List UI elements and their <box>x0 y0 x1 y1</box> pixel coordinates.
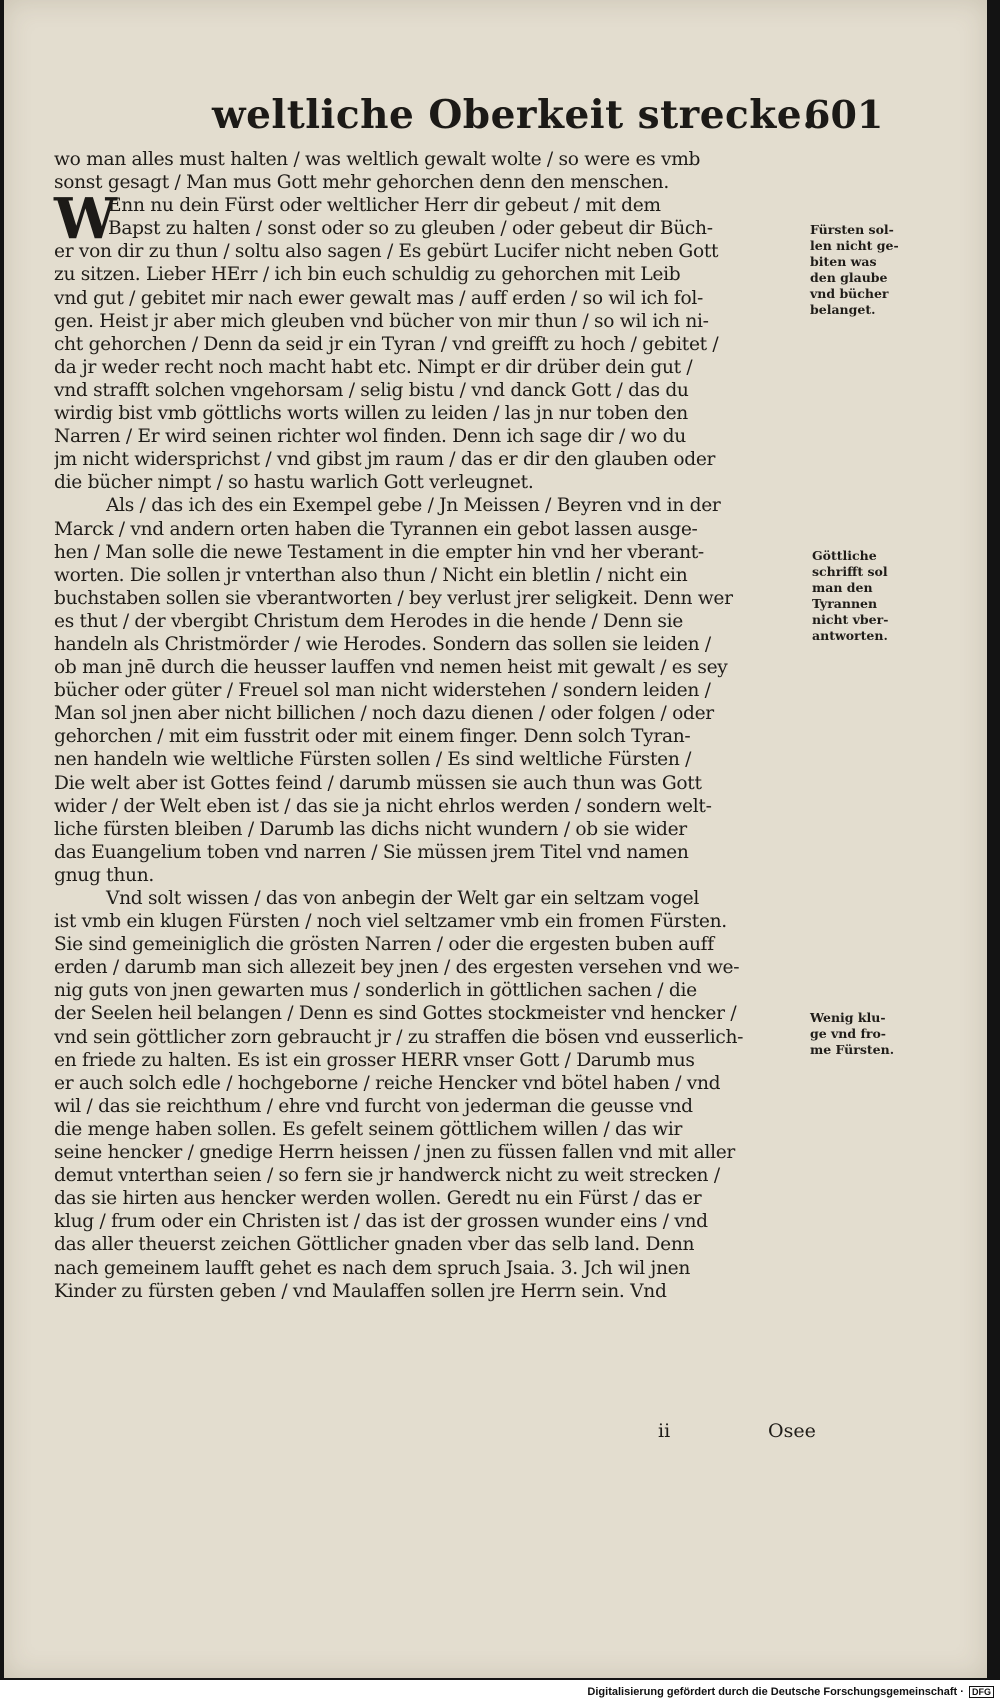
text-line: gen. Heist jr aber mich gleuben vnd bücher von mir thun / so wil ich ni- <box>54 310 709 332</box>
page-number: 601 <box>804 92 884 137</box>
text-line: die bücher nimpt / so hastu warlich Gott verleugnet. <box>54 472 534 494</box>
paragraph-1 <box>54 148 814 194</box>
note-line: antworten. <box>812 628 888 643</box>
text-line: nach gemeinem laufft gehet es nach dem spruch Jsaia. 3. Jch wil jnen <box>54 1257 691 1279</box>
text-line: das sie hirten aus hencker werden wollen. Geredt nu ein Fürst / das er <box>54 1188 702 1210</box>
text-line: vnd sein göttlicher zorn gebraucht jr / zu straffen die bösen vnd eusserlich- <box>54 1026 744 1048</box>
catchword: Osee <box>768 1420 816 1442</box>
drop-initial: W <box>54 186 117 253</box>
text-line: Als / das ich des ein Exempel gebe / Jn Meissen / Beyren vnd in der <box>106 495 721 517</box>
signature-mark: ii <box>658 1420 671 1442</box>
note-line: Wenig klu- <box>810 1010 886 1025</box>
text-line: gnug thun. <box>54 864 154 886</box>
text-line: Kinder zu fürsten geben / vnd Maulaffen sollen jre Herrn sein. Vnd <box>54 1280 667 1302</box>
text-line: die menge haben sollen. Es gefelt seinem göttlichem willen / das wir <box>54 1118 683 1140</box>
text-line: Narren / Er wird seinen richter wol finden. Denn ich sage dir / wo du <box>54 426 686 448</box>
running-title: weltliche Oberkeit strecke. <box>212 92 817 138</box>
note-line: vnd bücher <box>810 286 889 301</box>
text-line: hen / Man solle die newe Testament in die empter hin vnd her vberant- <box>54 541 704 563</box>
note-line: Fürsten sol- <box>810 222 894 237</box>
text-line: Enn nu dein Fürst oder weltlicher Herr dir gebeut / mit dem <box>108 195 661 217</box>
text-line: wirdig bist vmb göttlichs worts willen zu leiden / las jn nur toben den <box>54 403 688 425</box>
text-line: ist vmb ein klugen Fürsten / noch viel seltzamer vmb ein fromen Fürsten. <box>54 911 727 933</box>
text-line: seine hencker / gnedige Herrn heissen / jnen zu füssen fallen vnd mit aller <box>54 1142 736 1164</box>
note-line: Göttliche <box>812 548 877 563</box>
text-line: buchstaben sollen sie vberantworten / bey verlust jrer seligkeit. Denn wer <box>54 587 733 609</box>
text-line: Man sol jnen aber nicht billichen / noch dazu dienen / oder folgen / oder <box>54 703 714 725</box>
text-line: zu sitzen. Lieber HErr / ich bin euch schuldig zu gehorchen mit Leib <box>54 264 681 286</box>
text-line: nig guts von jnen gewarten mus / sonderlich in göttlichen sachen / die <box>54 980 697 1002</box>
text-line: da jr weder recht noch macht habt etc. Nimpt er dir drüber dein gut / <box>54 356 693 378</box>
note-line: len nicht ge- <box>810 238 899 253</box>
text-line: erden / darumb man sich allezeit bey jnen / des ergesten versehen vnd we- <box>54 957 740 979</box>
note-line: man den <box>812 580 873 595</box>
text-line: sonst gesagt / Man mus Gott mehr gehorchen denn den menschen. <box>54 172 669 194</box>
paragraph-2 <box>54 186 814 494</box>
text-line: cht gehorchen / Denn da seid jr ein Tyran / vnd greifft zu hoch / gebitet / <box>54 333 719 355</box>
paragraph-4 <box>54 887 814 1303</box>
text-line: vnd strafft solchen vngehorsam / selig bistu / vnd danck Gott / das du <box>54 379 689 401</box>
text-line: nen handeln wie weltliche Fürsten sollen / Es sind weltliche Fürsten / <box>54 749 692 771</box>
margin-note-2 <box>812 548 888 644</box>
text-line: handeln als Christmörder / wie Herodes. Sondern das sollen sie leiden / <box>54 633 711 655</box>
text-line: Marck / vnd andern orten haben die Tyrannen ein gebot lassen ausge- <box>54 518 698 540</box>
text-line: vnd gut / gebitet mir nach ewer gewalt mas / auff erden / so wil ich fol- <box>54 287 703 309</box>
text-line: Bapst zu halten / sonst oder so zu gleuben / oder gebeut dir Büch- <box>108 218 713 240</box>
note-line: belanget. <box>810 302 876 317</box>
credit-text: Digitalisierung gefördert durch die Deutsche Forschungsgemeinschaft · <box>587 1686 964 1698</box>
text-line: das aller theuerst zeichen Göttlicher gnaden vber das selb land. Denn <box>54 1234 695 1256</box>
text-line: wider / der Welt eben ist / das sie ja nicht ehrlos werden / sondern welt- <box>54 795 712 817</box>
dfg-logo: DFG <box>969 1686 994 1698</box>
note-line: Tyrannen <box>812 596 878 611</box>
note-line: biten was <box>810 254 877 269</box>
text-line: er von dir zu thun / soltu also sagen / Es gebürt Lucifer nicht neben Gott <box>54 241 719 263</box>
page-header <box>4 92 987 142</box>
note-line: den glaube <box>810 270 888 285</box>
text-line: der Seelen heil belangen / Denn es sind Gottes stockmeister vnd hencker / <box>54 1003 737 1025</box>
text-line: ob man jnē durch die heusser lauffen vnd nemen heist mit gewalt / es sey <box>54 657 728 679</box>
text-line: er auch solch edle / hochgeborne / reiche Hencker vnd bötel haben / vnd <box>54 1072 721 1094</box>
note-line: ge vnd fro- <box>810 1026 886 1041</box>
text-line: en friede zu halten. Es ist ein grosser HERR vnser Gott / Darumb mus <box>54 1049 695 1071</box>
text-line: jm nicht widersprichst / vnd gibst jm raum / das er dir den glauben oder <box>54 449 716 471</box>
paragraph-3 <box>54 494 814 887</box>
text-line: worten. Die sollen jr vnterthan also thun / Nicht ein bletlin / nicht ein <box>54 564 688 586</box>
text-line: gehorchen / mit eim fusstrit oder mit einem finger. Denn solch Tyran- <box>54 726 691 748</box>
text-line: bücher oder güter / Freuel sol man nicht widerstehen / sondern leiden / <box>54 680 711 702</box>
text-line: Die welt aber ist Gottes feind / darumb müssen sie auch thun was Gott <box>54 772 702 794</box>
text-line: demut vnterthan seien / so fern sie jr handwerck nicht zu weit strecken / <box>54 1165 720 1187</box>
text-line: wil / das sie reichthum / ehre vnd furcht von jederman die geusse vnd <box>54 1095 693 1117</box>
note-line: nicht vber- <box>812 612 889 627</box>
text-line: liche fürsten bleiben / Darumb las dichs nicht wundern / ob sie wider <box>54 818 687 840</box>
note-line: me Fürsten. <box>810 1042 895 1057</box>
digitization-credit <box>587 1686 994 1698</box>
text-line: wo man alles must halten / was weltlich gewalt wolte / so were es vmb <box>54 149 701 170</box>
text-line: klug / frum oder ein Christen ist / das ist der grossen wunder eins / vnd <box>54 1211 708 1233</box>
main-text <box>54 148 814 1303</box>
book-page <box>4 0 987 1678</box>
note-line: schrifft sol <box>812 564 888 579</box>
text-line: das Euangelium toben vnd narren / Sie müssen jrem Titel vnd namen <box>54 841 689 863</box>
margin-note-1 <box>810 222 899 318</box>
text-line: Vnd solt wissen / das von anbegin der Welt gar ein seltzam vogel <box>106 888 700 909</box>
text-line: Sie sind gemeiniglich die grösten Narren / oder die ergesten buben auff <box>54 934 714 956</box>
text-line: es thut / der vbergibt Christum dem Herodes in die hende / Denn sie <box>54 610 683 632</box>
margin-note-3 <box>810 1010 894 1058</box>
